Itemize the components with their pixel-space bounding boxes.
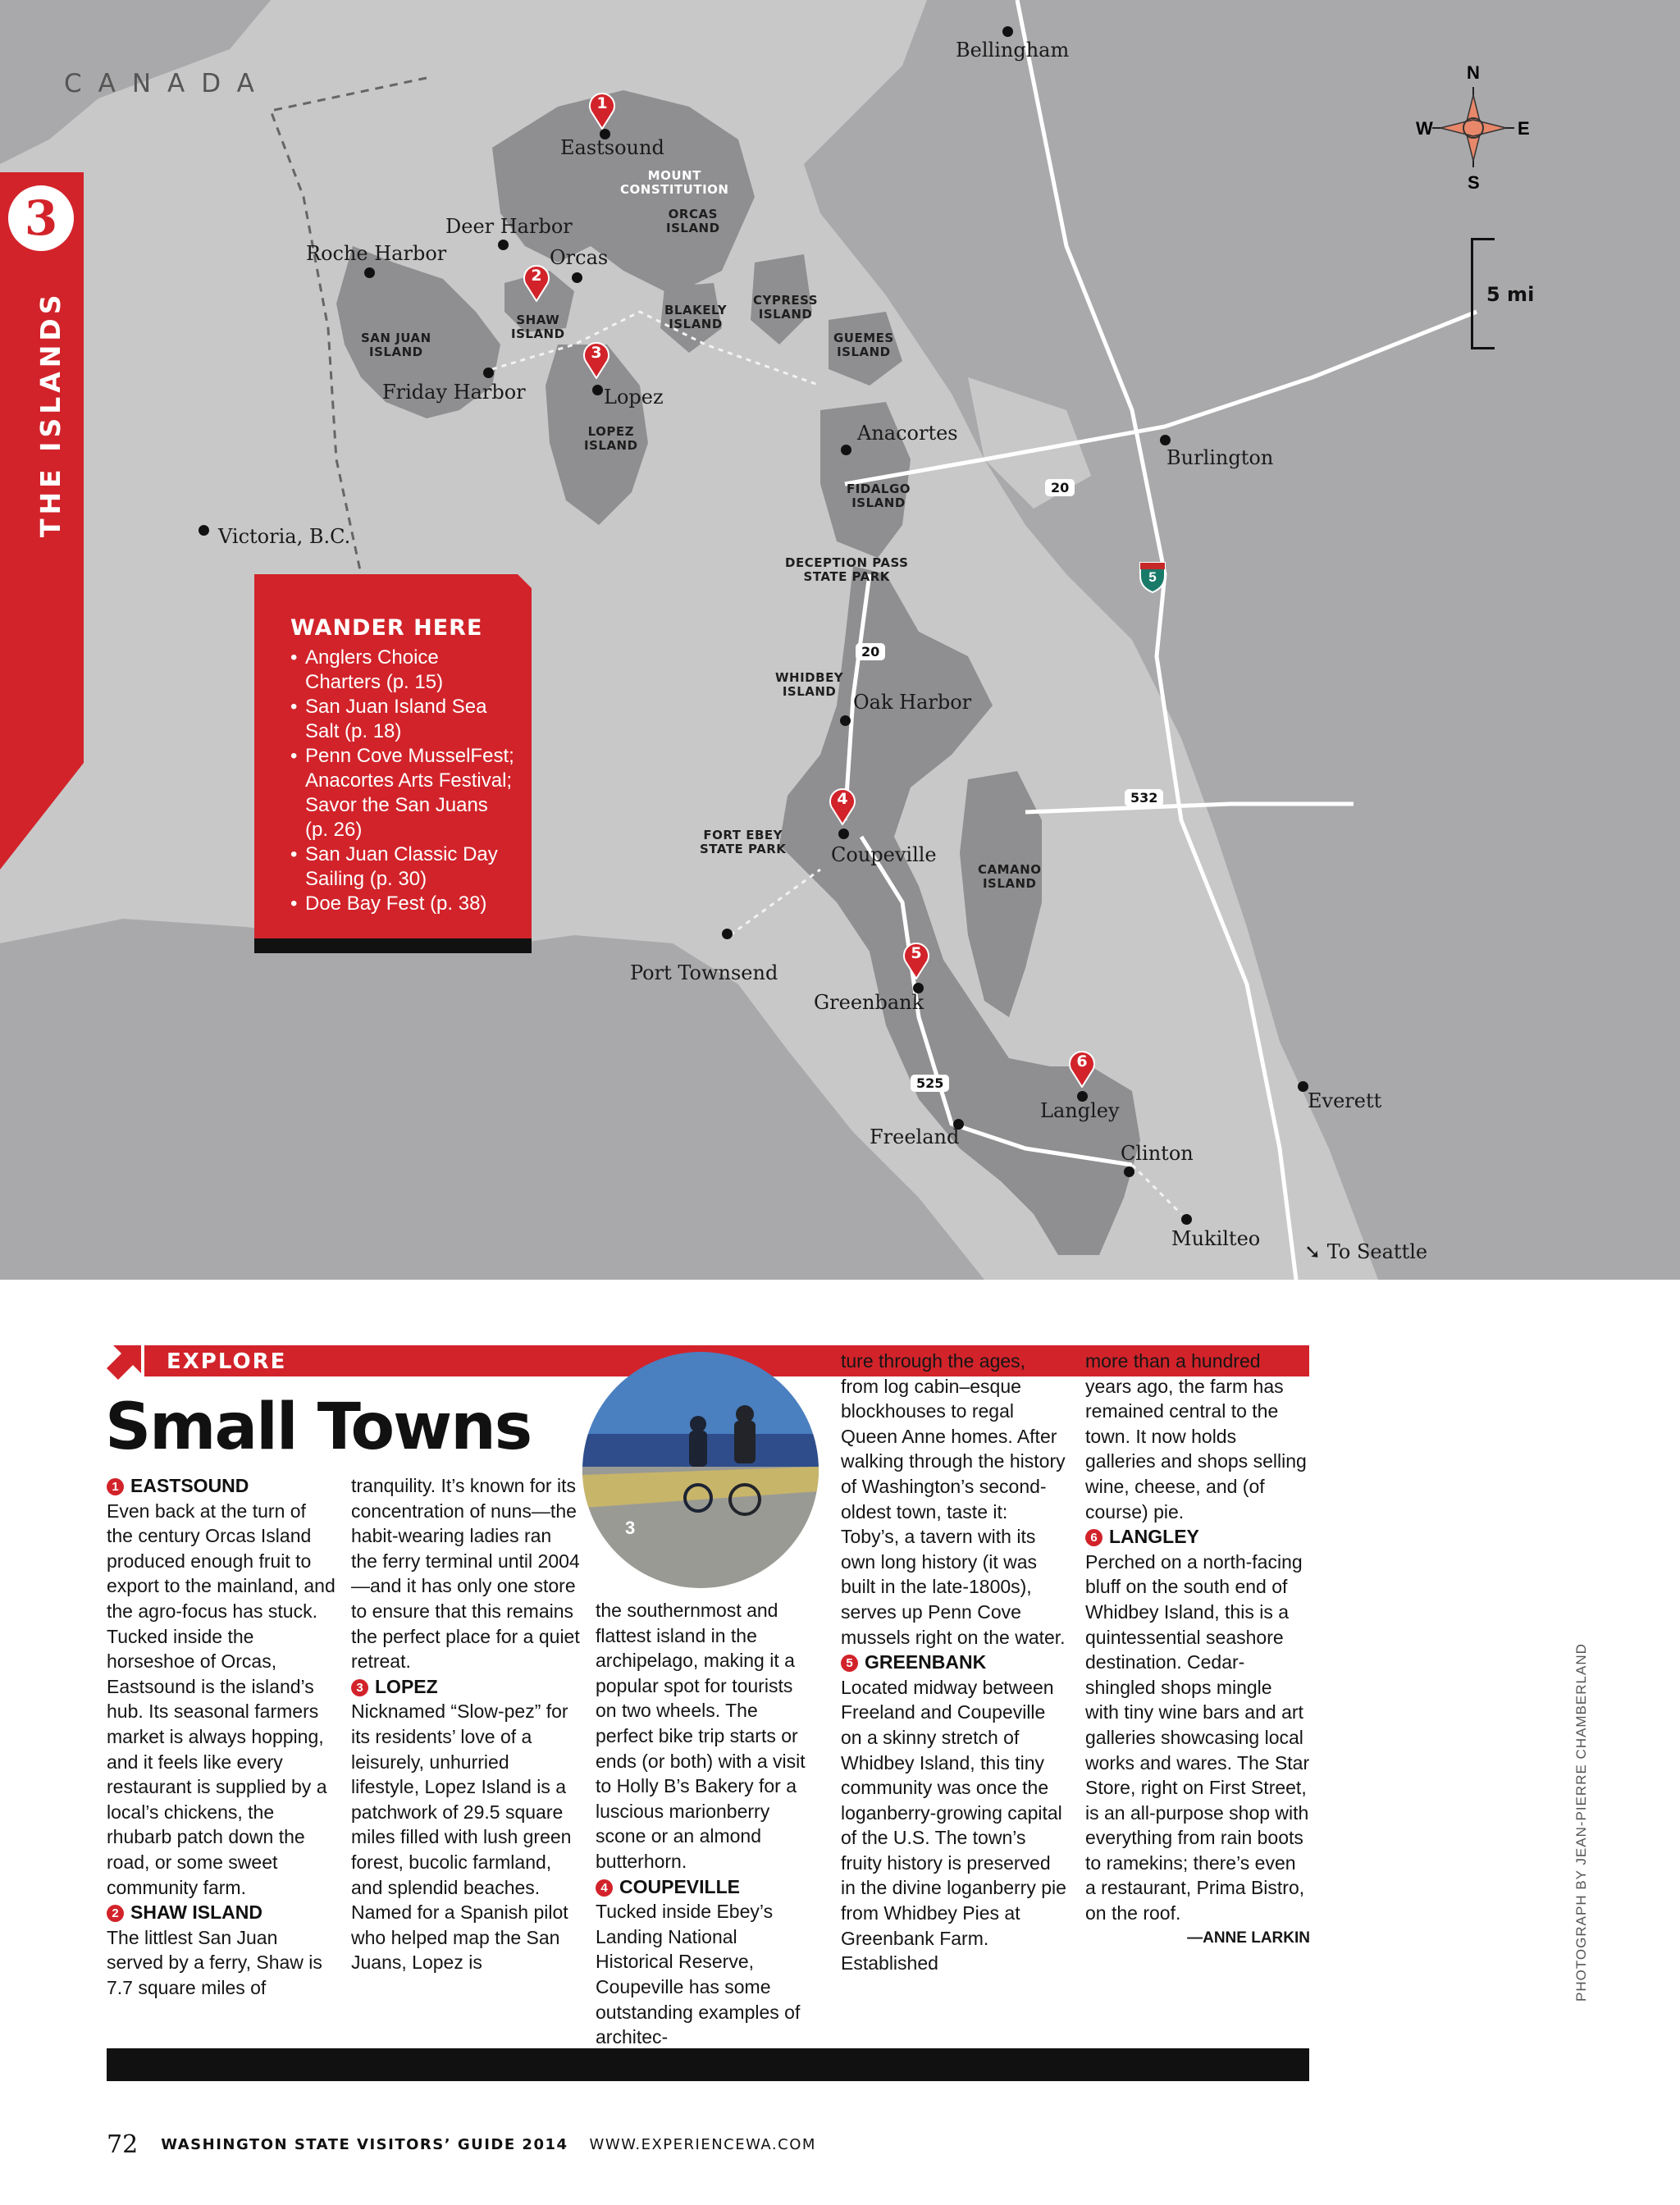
town-dot bbox=[199, 525, 209, 536]
town-freeland: Freeland bbox=[870, 1125, 960, 1148]
section-coupeville-body-cont: ture through the ages, from log cabin–esque blockhouses to regal Queen Anne homes. After walking through the history of Washington’s second-oldest town, taste it: Toby’s, a tavern with its own long history (it was built in the late-1800s), serves up Penn Cove mussels right on the water. bbox=[841, 1350, 1066, 1648]
highway-20-north: 20 bbox=[1045, 479, 1075, 496]
highway-532: 532 bbox=[1125, 789, 1163, 806]
town-dot bbox=[364, 267, 375, 278]
pin-4 bbox=[829, 788, 856, 825]
pin-number: 4 bbox=[837, 790, 848, 808]
website-url[interactable]: WWW.EXPERIENCEWA.COM bbox=[589, 2136, 816, 2153]
article-column-2 bbox=[351, 1473, 582, 1975]
to-seattle-label: To Seattle bbox=[1326, 1240, 1428, 1263]
town-dot bbox=[1181, 1214, 1192, 1225]
island-lopez: LOPEZ ISLAND bbox=[584, 424, 638, 453]
wander-title: WANDER HERE bbox=[290, 615, 483, 641]
pin-5 bbox=[902, 942, 930, 979]
island-mount-constitution: MOUNT CONSTITUTION bbox=[620, 168, 729, 197]
section-title: LOPEZ bbox=[375, 1675, 438, 1697]
town-victoria: Victoria, B.C. bbox=[218, 525, 351, 548]
wander-item: • Penn Cove MusselFest; Anacortes Arts Festival; Savor the San Juans (p. 26) bbox=[290, 744, 515, 842]
town-lopez: Lopez bbox=[604, 386, 664, 409]
pin-number: 6 bbox=[1076, 1052, 1088, 1071]
island-fort-ebey: FORT EBEY STATE PARK bbox=[700, 828, 787, 856]
compass-e: E bbox=[1518, 118, 1530, 139]
town-deer-harbor: Deer Harbor bbox=[445, 215, 573, 238]
interstate-5-label: 5 bbox=[1148, 569, 1157, 585]
article-column-3 bbox=[596, 1598, 819, 2050]
photo-credit: PHOTOGRAPH BY JEAN-PIERRE CHAMBERLAND bbox=[1573, 1643, 1589, 2002]
section-greenbank-heading bbox=[841, 1650, 1067, 1675]
island-shaw: SHAW ISLAND bbox=[511, 313, 565, 341]
section-label: EXPLORE bbox=[167, 1349, 287, 1374]
cyclists-photo-image bbox=[582, 1352, 819, 1588]
section-title: COUPEVILLE bbox=[619, 1875, 740, 1897]
wander-here-box bbox=[254, 574, 532, 953]
town-dot bbox=[572, 272, 582, 283]
section-shaw-body-cont: tranquility. It’s known for its concentration of nuns—the habit-wearing ladies ran the ferry terminal until 2004—and it has only one store to ensure that this remains the perfect place for a quiet retreat. bbox=[351, 1475, 580, 1673]
photo-number: 3 bbox=[625, 1518, 636, 1538]
section-greenbank-body-cont: more than a hundred years ago, the farm has remained central to the town. It now holds galleries and shops selling wine, cheese, and (of course) pie. bbox=[1085, 1350, 1307, 1522]
island-san-juan: SAN JUAN ISLAND bbox=[361, 331, 431, 359]
section-title: LANGLEY bbox=[1109, 1526, 1199, 1548]
town-orcas: Orcas bbox=[550, 246, 609, 269]
to-seattle bbox=[1304, 1240, 1427, 1263]
footer bbox=[107, 2130, 816, 2159]
country-label: CANADA bbox=[64, 69, 271, 98]
section-number: 6 bbox=[1085, 1529, 1102, 1546]
pin-2 bbox=[523, 264, 550, 302]
pin-1 bbox=[588, 92, 616, 130]
section-lopez-heading bbox=[351, 1674, 582, 1700]
island-cypress: CYPRESS ISLAND bbox=[753, 293, 819, 322]
town-greenbank: Greenbank bbox=[814, 991, 924, 1014]
compass-n: N bbox=[1467, 62, 1480, 83]
town-mukilteo: Mukilteo bbox=[1171, 1227, 1261, 1250]
pin-number: 3 bbox=[591, 344, 602, 362]
town-dot bbox=[592, 385, 603, 395]
section-coupeville-body-start: Tucked inside Ebey’s Landing National Historical Reserve, Coupeville has some outstanding examples of architec- bbox=[596, 1901, 801, 2048]
town-dot bbox=[840, 715, 851, 726]
page-number: 72 bbox=[107, 2130, 139, 2159]
photo-cyclists bbox=[582, 1352, 819, 1588]
interstate-5-shield bbox=[1139, 561, 1166, 594]
island-whidbey: WHIDBEY ISLAND bbox=[775, 670, 844, 699]
town-coupeville: Coupeville bbox=[831, 843, 937, 866]
section-number: 2 bbox=[107, 1905, 124, 1922]
publication-name: WASHINGTON STATE VISITORS’ GUIDE 2014 bbox=[161, 2136, 568, 2153]
town-dot bbox=[838, 829, 849, 839]
side-tab-number: 3 bbox=[5, 182, 77, 254]
island-camano: CAMANO ISLAND bbox=[978, 862, 1042, 891]
section-eastsound-heading bbox=[107, 1473, 336, 1499]
town-dot bbox=[483, 368, 494, 378]
highway-20-south: 20 bbox=[856, 643, 885, 660]
town-dot bbox=[1160, 435, 1171, 445]
section-title: EASTSOUND bbox=[130, 1475, 249, 1496]
island-blakely: BLAKELY ISLAND bbox=[664, 303, 728, 331]
pin-number: 1 bbox=[596, 94, 608, 112]
town-dot bbox=[1124, 1166, 1134, 1177]
section-lopez-body-start: Nicknamed “Slow-pez” for its residents’ love of a leisurely, unhurried lifestyle, Lopez Island is a patchwork of 29.5 square miles filled with lush green forest, bucolic farmland, and splendid beaches. Named for a Spanish pilot who helped map the San Juans, Lopez is bbox=[351, 1701, 572, 1974]
wander-item: • Doe Bay Fest (p. 38) bbox=[290, 892, 515, 916]
town-dot bbox=[1002, 26, 1013, 37]
section-shaw-heading bbox=[107, 1900, 336, 1925]
compass bbox=[1416, 62, 1530, 194]
town-everett: Everett bbox=[1308, 1089, 1382, 1112]
bottom-rule bbox=[107, 2048, 1309, 2081]
article-column-1 bbox=[107, 1473, 336, 2000]
town-anacortes: Anacortes bbox=[857, 422, 958, 445]
section-shaw-body-start: The littlest San Juan served by a ferry, Shaw is 7.7 square miles of bbox=[107, 1926, 322, 1998]
town-eastsound: Eastsound bbox=[560, 136, 664, 159]
wander-item: • Anglers Choice Charters (p. 15) bbox=[290, 646, 515, 695]
town-dot bbox=[722, 929, 733, 939]
section-coupeville-heading bbox=[596, 1874, 819, 1900]
headline: Small Towns bbox=[105, 1390, 532, 1464]
town-clinton: Clinton bbox=[1121, 1142, 1194, 1165]
town-friday-harbor: Friday Harbor bbox=[382, 381, 526, 404]
pin-number: 5 bbox=[911, 944, 922, 962]
section-number: 1 bbox=[107, 1478, 124, 1495]
pin-3 bbox=[582, 341, 610, 379]
wander-item: • San Juan Island Sea Salt (p. 18) bbox=[290, 695, 515, 744]
town-dot bbox=[841, 445, 851, 455]
town-langley: Langley bbox=[1040, 1099, 1120, 1122]
scale-label: 5 mi bbox=[1486, 283, 1535, 306]
arrow-up-right-icon bbox=[107, 1342, 144, 1380]
section-langley-heading bbox=[1085, 1524, 1310, 1550]
town-port-townsend: Port Townsend bbox=[630, 961, 778, 984]
town-oak-harbor: Oak Harbor bbox=[853, 691, 972, 714]
section-langley-body: Perched on a north-facing bluff on the south end of Whidbey Island, this is a quintessential seashore destination. Cedar-shingled shops mingle with tiny wine bars and art galleries showcasing local works and wares. The Star Store, right on First Street, is an all-purpose shop with everything from rain boots to ramekins; there’s even a restaurant, Prima Bistro, on the roof. bbox=[1085, 1550, 1310, 1924]
island-guemes: GUEMES ISLAND bbox=[833, 331, 894, 359]
section-number: 3 bbox=[351, 1679, 368, 1696]
article-column-4 bbox=[841, 1349, 1067, 1976]
island-fidalgo: FIDALGO ISLAND bbox=[847, 482, 911, 510]
olympic-peninsula bbox=[0, 919, 984, 1280]
town-roche-harbor: Roche Harbor bbox=[306, 242, 447, 265]
highway-525: 525 bbox=[911, 1075, 949, 1092]
wander-list bbox=[290, 646, 515, 916]
byline: —ANNE LARKIN bbox=[1187, 1929, 1310, 1947]
article-column-5 bbox=[1085, 1349, 1310, 1951]
section-eastsound-body: Even back at the turn of the century Orcas Island produced enough fruit to export to the mainland, and the agro-focus has stuck. Tucked inside the horseshoe of Orcas, Eastsound is the island’s hub. Its seasonal farmers market is always hopping, and it feels like every restaurant is supplied by a local’s chickens, the rhubarb patch down the road, or some sweet community farm. bbox=[107, 1500, 336, 1898]
island-orcas: ORCAS ISLAND bbox=[666, 207, 720, 235]
island-deception-pass: DECEPTION PASS STATE PARK bbox=[785, 555, 909, 584]
side-tab-title bbox=[34, 422, 75, 537]
town-dot bbox=[498, 240, 509, 250]
pin-6 bbox=[1068, 1050, 1096, 1088]
pin-number: 2 bbox=[531, 267, 542, 285]
section-title: SHAW ISLAND bbox=[130, 1901, 262, 1924]
town-bellingham: Bellingham bbox=[956, 39, 1070, 62]
section-number: 4 bbox=[596, 1879, 613, 1897]
section-lopez-body-cont: the southernmost and flattest island in the archipelago, making it a popular spot for tourists on two wheels. The perfect bike trip starts or ends (or both) with a visit to Holly B’s Bakery for a luscious marionberry scone or an almond butterhorn. bbox=[596, 1600, 806, 1872]
section-greenbank-body-start: Located midway between Freeland and Coupeville on a skinny stretch of Whidbey Island, this tiny community was once the loganberry-growing capital of the U.S. The town’s fruity history is preserved in the divine loganberry pie from Whidbey Pies at Greenbank Farm. Established bbox=[841, 1676, 1066, 1974]
compass-w: W bbox=[1416, 118, 1433, 139]
arrow-down-icon: ➘ bbox=[1304, 1240, 1322, 1263]
section-title: GREENBANK bbox=[865, 1651, 987, 1673]
compass-s: S bbox=[1468, 172, 1480, 193]
town-burlington: Burlington bbox=[1166, 446, 1274, 469]
wander-item: • San Juan Classic Day Sailing (p. 30) bbox=[290, 842, 515, 892]
camano-island bbox=[960, 771, 1042, 1017]
section-number: 5 bbox=[841, 1655, 858, 1672]
